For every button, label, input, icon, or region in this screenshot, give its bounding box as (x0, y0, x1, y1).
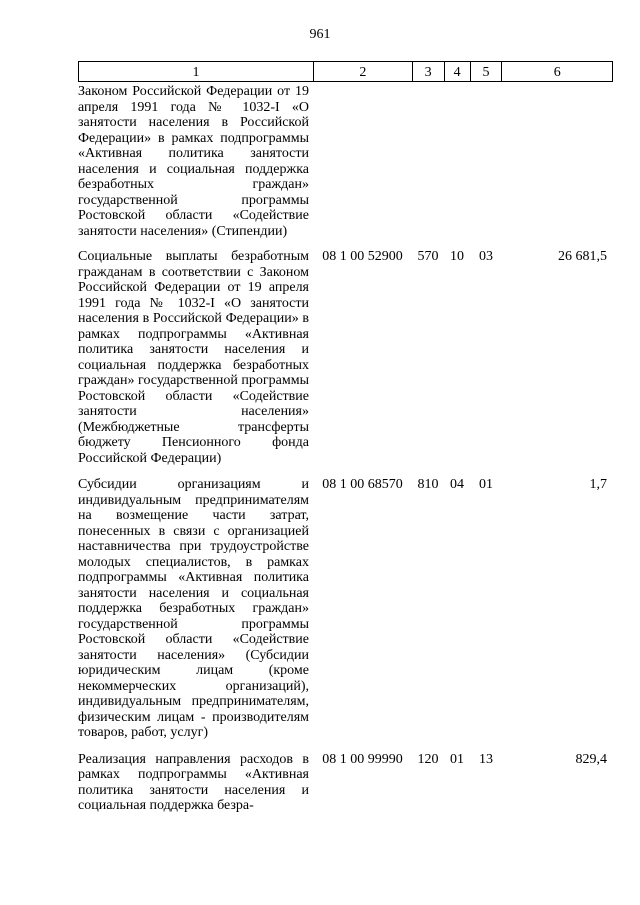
row-col-5: 03 (479, 249, 493, 264)
row-col-4: 01 (450, 751, 464, 767)
row-code: 08 1 00 52900 (322, 249, 403, 264)
row-col-5 (470, 84, 502, 239)
row-col-5: 13 (479, 751, 493, 767)
header-col-2: 2 (313, 62, 412, 81)
row-code: 08 1 00 68570 (322, 477, 403, 492)
header-col-3: 3 (412, 62, 444, 81)
row-col-4: 04 (450, 477, 464, 492)
header-col-1: 1 (192, 65, 200, 80)
row-code (313, 84, 412, 239)
header-col-5: 5 (470, 62, 502, 81)
table-header (78, 61, 613, 82)
row-description: Законом Российской Федерации от 19 апреля 1991 года № 1032-I «О занятости населения в Российской Федерации» в рамках подпрограммы «Активная политика занятости населения и социальная поддержка безработных граждан» государственной программы Ростовской области «Содействие занятости населения» (Стипендии) (78, 84, 309, 239)
row-col-3: 810 (417, 477, 439, 492)
row-amount: 26 681,5 (558, 249, 607, 264)
table-row (78, 477, 613, 741)
row-description: Социальные выплаты безработным гражданам в соответствии с Законом Российской Федерации от 19 апреля 1991 года № 1032-I «О занятости населения в Российской Федерации» в рамках подпрограммы «Активная политика занятости населения и социальная поддержка безработных граждан» государственной программы Ростовской области «Содействие занятости населения» (Межбюджетные трансферты бюджету Пенсионного фонда Российской Федерации) (78, 249, 309, 466)
row-code: 08 1 00 99990 (322, 751, 403, 767)
row-description: Реализация направления расходов в рамках подпрограммы «Активная политика занятости населения и социальная поддержка безра- (78, 751, 309, 813)
row-col-4 (444, 84, 470, 239)
row-col-3 (412, 84, 444, 239)
row-col-4: 10 (450, 249, 464, 264)
header-col-6: 6 (501, 62, 612, 81)
page-number: 961 (309, 27, 331, 42)
row-col-3: 570 (417, 249, 439, 264)
row-description: Субсидии организациям и индивидуальным предпринимателям на возмещение части затрат, понесенных в связи с организацией наставничества при трудоустройстве молодых специалистов, в рамках подпрограммы «Активная политика занятости населения и социальная поддержка безработных граждан» государственной программы Ростовской области «Содействие занятости населения» (Субсидии юридическим лицам (кроме некоммерческих организаций), индивидуальным предпринимателям, физическим лицам - производителям товаров, работ, услуг) (78, 477, 309, 740)
table-row (78, 752, 613, 814)
header-col-4: 4 (444, 62, 470, 81)
row-amount: 829,4 (575, 751, 607, 767)
row-col-5: 01 (479, 477, 493, 492)
table-row (78, 84, 613, 239)
row-col-3: 120 (417, 751, 439, 767)
row-amount (502, 84, 613, 239)
budget-table (78, 61, 613, 814)
table-row (78, 249, 613, 466)
row-amount: 1,7 (589, 477, 607, 492)
